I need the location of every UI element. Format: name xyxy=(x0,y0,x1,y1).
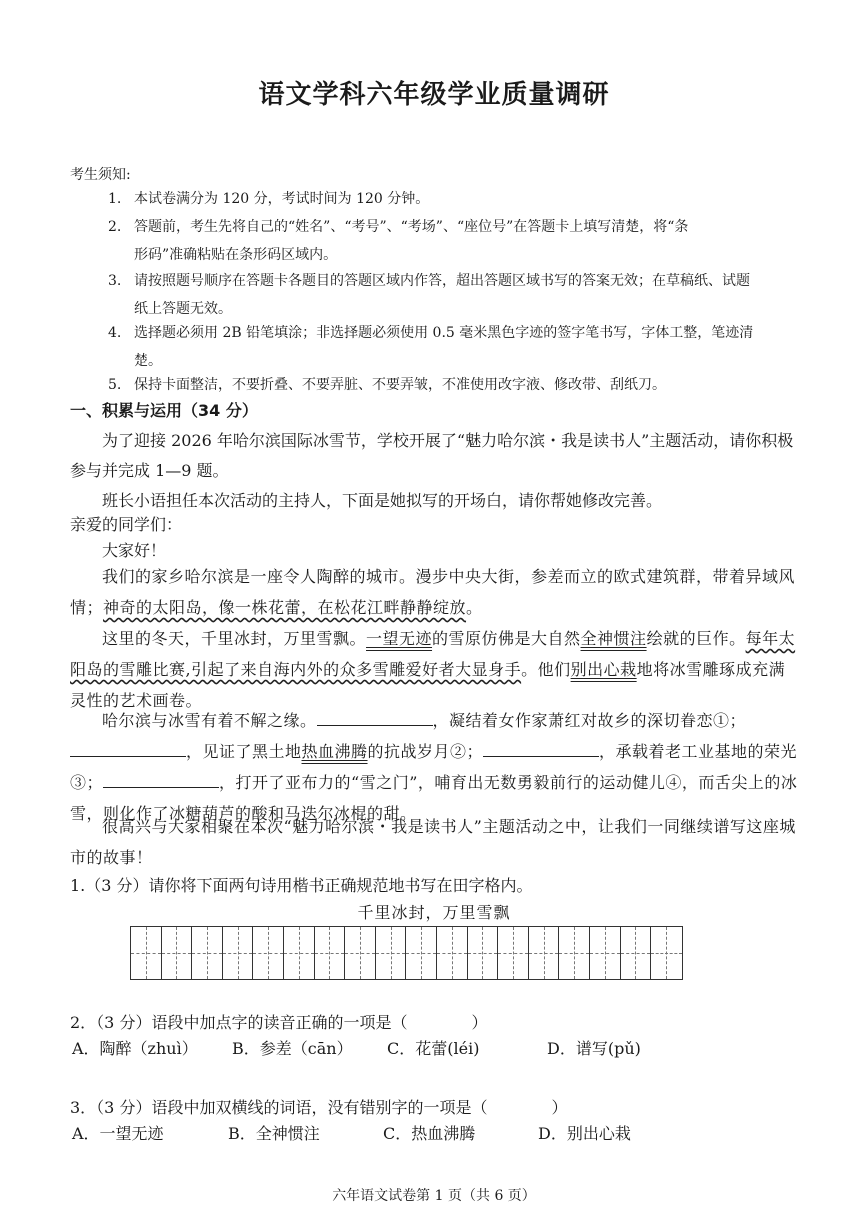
grid-cell[interactable] xyxy=(345,927,376,979)
notice-text: 本试卷满分为 120 分，考试时间为 120 分钟。 xyxy=(134,191,430,207)
option-b[interactable]: B．全神惯注 xyxy=(228,1124,320,1143)
grid-cell[interactable] xyxy=(529,927,560,979)
notice-text: 请按照题号顺序在答题卡各题目的答题区域内作答，超出答题区域书写的答案无效；在草稿纸、试题 xyxy=(134,273,750,289)
notice-text: 保持卡面整洁，不要折叠、不要弄脏、不要弄皱，不准使用改字液、修改带、刮纸刀。 xyxy=(134,377,666,393)
double-underlined-word: 一望无迹 xyxy=(366,629,433,648)
text: 这里的冬天，千里冰封，万里雪飘。 xyxy=(102,629,367,648)
notice-item xyxy=(108,213,808,269)
question-2-options xyxy=(72,1036,697,1059)
grid-cell[interactable] xyxy=(651,927,682,979)
fill-blank[interactable] xyxy=(70,738,186,757)
text: ，打开了亚布力的“雪之门”，哺育出无数勇毅前行的运动健儿④，而舌尖上的冰雪，则化作了冰糖葫芦的酸和马迭尔冰棍的甜。 xyxy=(70,773,798,823)
text: 绘就的巨作。 xyxy=(646,629,746,648)
option-a[interactable]: A．一望无迹 xyxy=(72,1124,164,1143)
option-d[interactable]: D．谱写(pǔ) xyxy=(547,1039,641,1058)
grid-cell[interactable] xyxy=(406,927,437,979)
text: 。 xyxy=(466,598,483,617)
notice-number: 1. xyxy=(108,191,122,207)
text: ，承载着老工业基地的荣光③； xyxy=(70,742,798,792)
option-c[interactable]: C．热血沸腾 xyxy=(383,1124,476,1143)
question-3-stem: 3．（3 分）语段中加双横线的词语，没有错别字的一项是（ ） xyxy=(70,1098,568,1117)
grid-cell[interactable] xyxy=(468,927,499,979)
wavy-underlined-sentence: 每年太阳岛的雪雕比赛,引起了来自海内外的众多雪雕爱好者大显身手 xyxy=(70,629,796,679)
option-a[interactable]: A．陶醉（zhuì） xyxy=(72,1039,198,1058)
notice-item xyxy=(108,185,808,213)
text: ，凝结着女作家萧红对故乡的深切眷恋①； xyxy=(432,711,747,730)
text: 的雪原仿佛是大自然 xyxy=(432,629,581,648)
grid-cell[interactable] xyxy=(498,927,529,979)
grid-cell[interactable] xyxy=(131,927,162,979)
section-intro: 为了迎接 2026 年哈尔滨国际冰雪节，学校开展了“魅力哈尔滨・我是读书人”主题活动，请你积极参与并完成 1—9 题。 xyxy=(70,431,794,480)
speech-paragraph-1 xyxy=(70,561,800,623)
wavy-underlined-sentence: 神奇的太阳岛，像一株花蕾，在松花江畔静静绽放 xyxy=(103,598,467,617)
notice-number: 4. xyxy=(108,325,122,341)
question-1-stem: 1.（3 分）请你将下面两句诗用楷书正确规范地书写在田字格内。 xyxy=(70,876,533,895)
speech-paragraph-4: 很高兴与大家相聚在本次“魅力哈尔滨・我是读书人”主题活动之中，让我们一同继续谱写这座城市的故事！ xyxy=(70,817,796,867)
option-b[interactable]: B．参差（cān） xyxy=(232,1039,353,1058)
text: 哈尔滨与冰雪有着不解之缘。 xyxy=(102,711,317,730)
double-underlined-word: 别出心栽 xyxy=(570,660,637,679)
notice-item xyxy=(108,319,808,375)
notice-text: 答题前，考生先将自己的“姓名”、“考号”、“考场”、“座位号”在答题卡上填写清楚，将“条 xyxy=(134,219,689,235)
text: 地将冰雪雕琢成充满灵性的艺术画卷。 xyxy=(70,660,786,710)
grid-cell[interactable] xyxy=(284,927,315,979)
notice-text: 纸上答题无效。 xyxy=(134,301,232,317)
section-heading: 一、积累与运用（34 分） xyxy=(70,401,258,420)
grid-cell[interactable] xyxy=(590,927,621,979)
grid-cell[interactable] xyxy=(315,927,346,979)
notice-number: 2. xyxy=(108,219,122,235)
notice-number: 3. xyxy=(108,273,122,289)
notice-item xyxy=(108,371,808,399)
text: 我们的家乡哈尔滨是一座令人陶醉的城市。漫步中央大街，参差而立的欧式建筑群，带着异域风情； xyxy=(70,567,796,617)
notice-heading: 考生须知: xyxy=(70,167,131,183)
grid-cell[interactable] xyxy=(621,927,652,979)
poem-line: 千里冰封，万里雪飘 xyxy=(357,903,511,922)
notice-item xyxy=(108,267,808,323)
grid-cell[interactable] xyxy=(253,927,284,979)
grid-cell[interactable] xyxy=(192,927,223,979)
speech-greeting: 亲爱的同学们： xyxy=(70,515,183,534)
text: ，见证了黑土地 xyxy=(186,742,302,761)
section-instruction: 班长小语担任本次活动的主持人，下面是她拟写的开场白，请你帮她修改完善。 xyxy=(102,491,663,510)
notice-number: 5. xyxy=(108,377,122,393)
option-d[interactable]: D．别出心栽 xyxy=(538,1124,631,1143)
notice-text: 形码”准确粘贴在条形码区域内。 xyxy=(134,247,338,263)
question-3-options xyxy=(72,1121,688,1144)
text: 。他们 xyxy=(521,660,571,679)
double-underlined-word: 热血沸腾 xyxy=(301,742,368,761)
speech-paragraph-2 xyxy=(70,623,800,716)
option-c[interactable]: C．花蕾(léi) xyxy=(387,1039,480,1058)
tianzige-grid[interactable] xyxy=(130,926,683,980)
fill-blank[interactable] xyxy=(483,738,599,757)
fill-blank[interactable] xyxy=(103,769,219,788)
page-footer: 六年语文试卷第 1 页（共 6 页） xyxy=(332,1188,536,1204)
question-2-stem: 2．（3 分）语段中加点字的读音正确的一项是（ ） xyxy=(70,1013,488,1032)
grid-cell[interactable] xyxy=(223,927,254,979)
page-title: 语文学科六年级学业质量调研 xyxy=(258,80,610,110)
grid-cell[interactable] xyxy=(437,927,468,979)
notice-text: 楚。 xyxy=(134,353,162,369)
grid-cell[interactable] xyxy=(162,927,193,979)
grid-cell[interactable] xyxy=(559,927,590,979)
speech-hello: 大家好！ xyxy=(102,541,167,560)
fill-blank[interactable] xyxy=(317,707,433,726)
grid-cell[interactable] xyxy=(376,927,407,979)
notice-text: 选择题必须用 2B 铅笔填涂；非选择题必须使用 0.5 毫米黑色字迹的签字笔书写，字体工整，笔迹清 xyxy=(134,325,754,341)
text: 的抗战岁月②； xyxy=(367,742,484,761)
double-underlined-word: 全神惯注 xyxy=(580,629,647,648)
